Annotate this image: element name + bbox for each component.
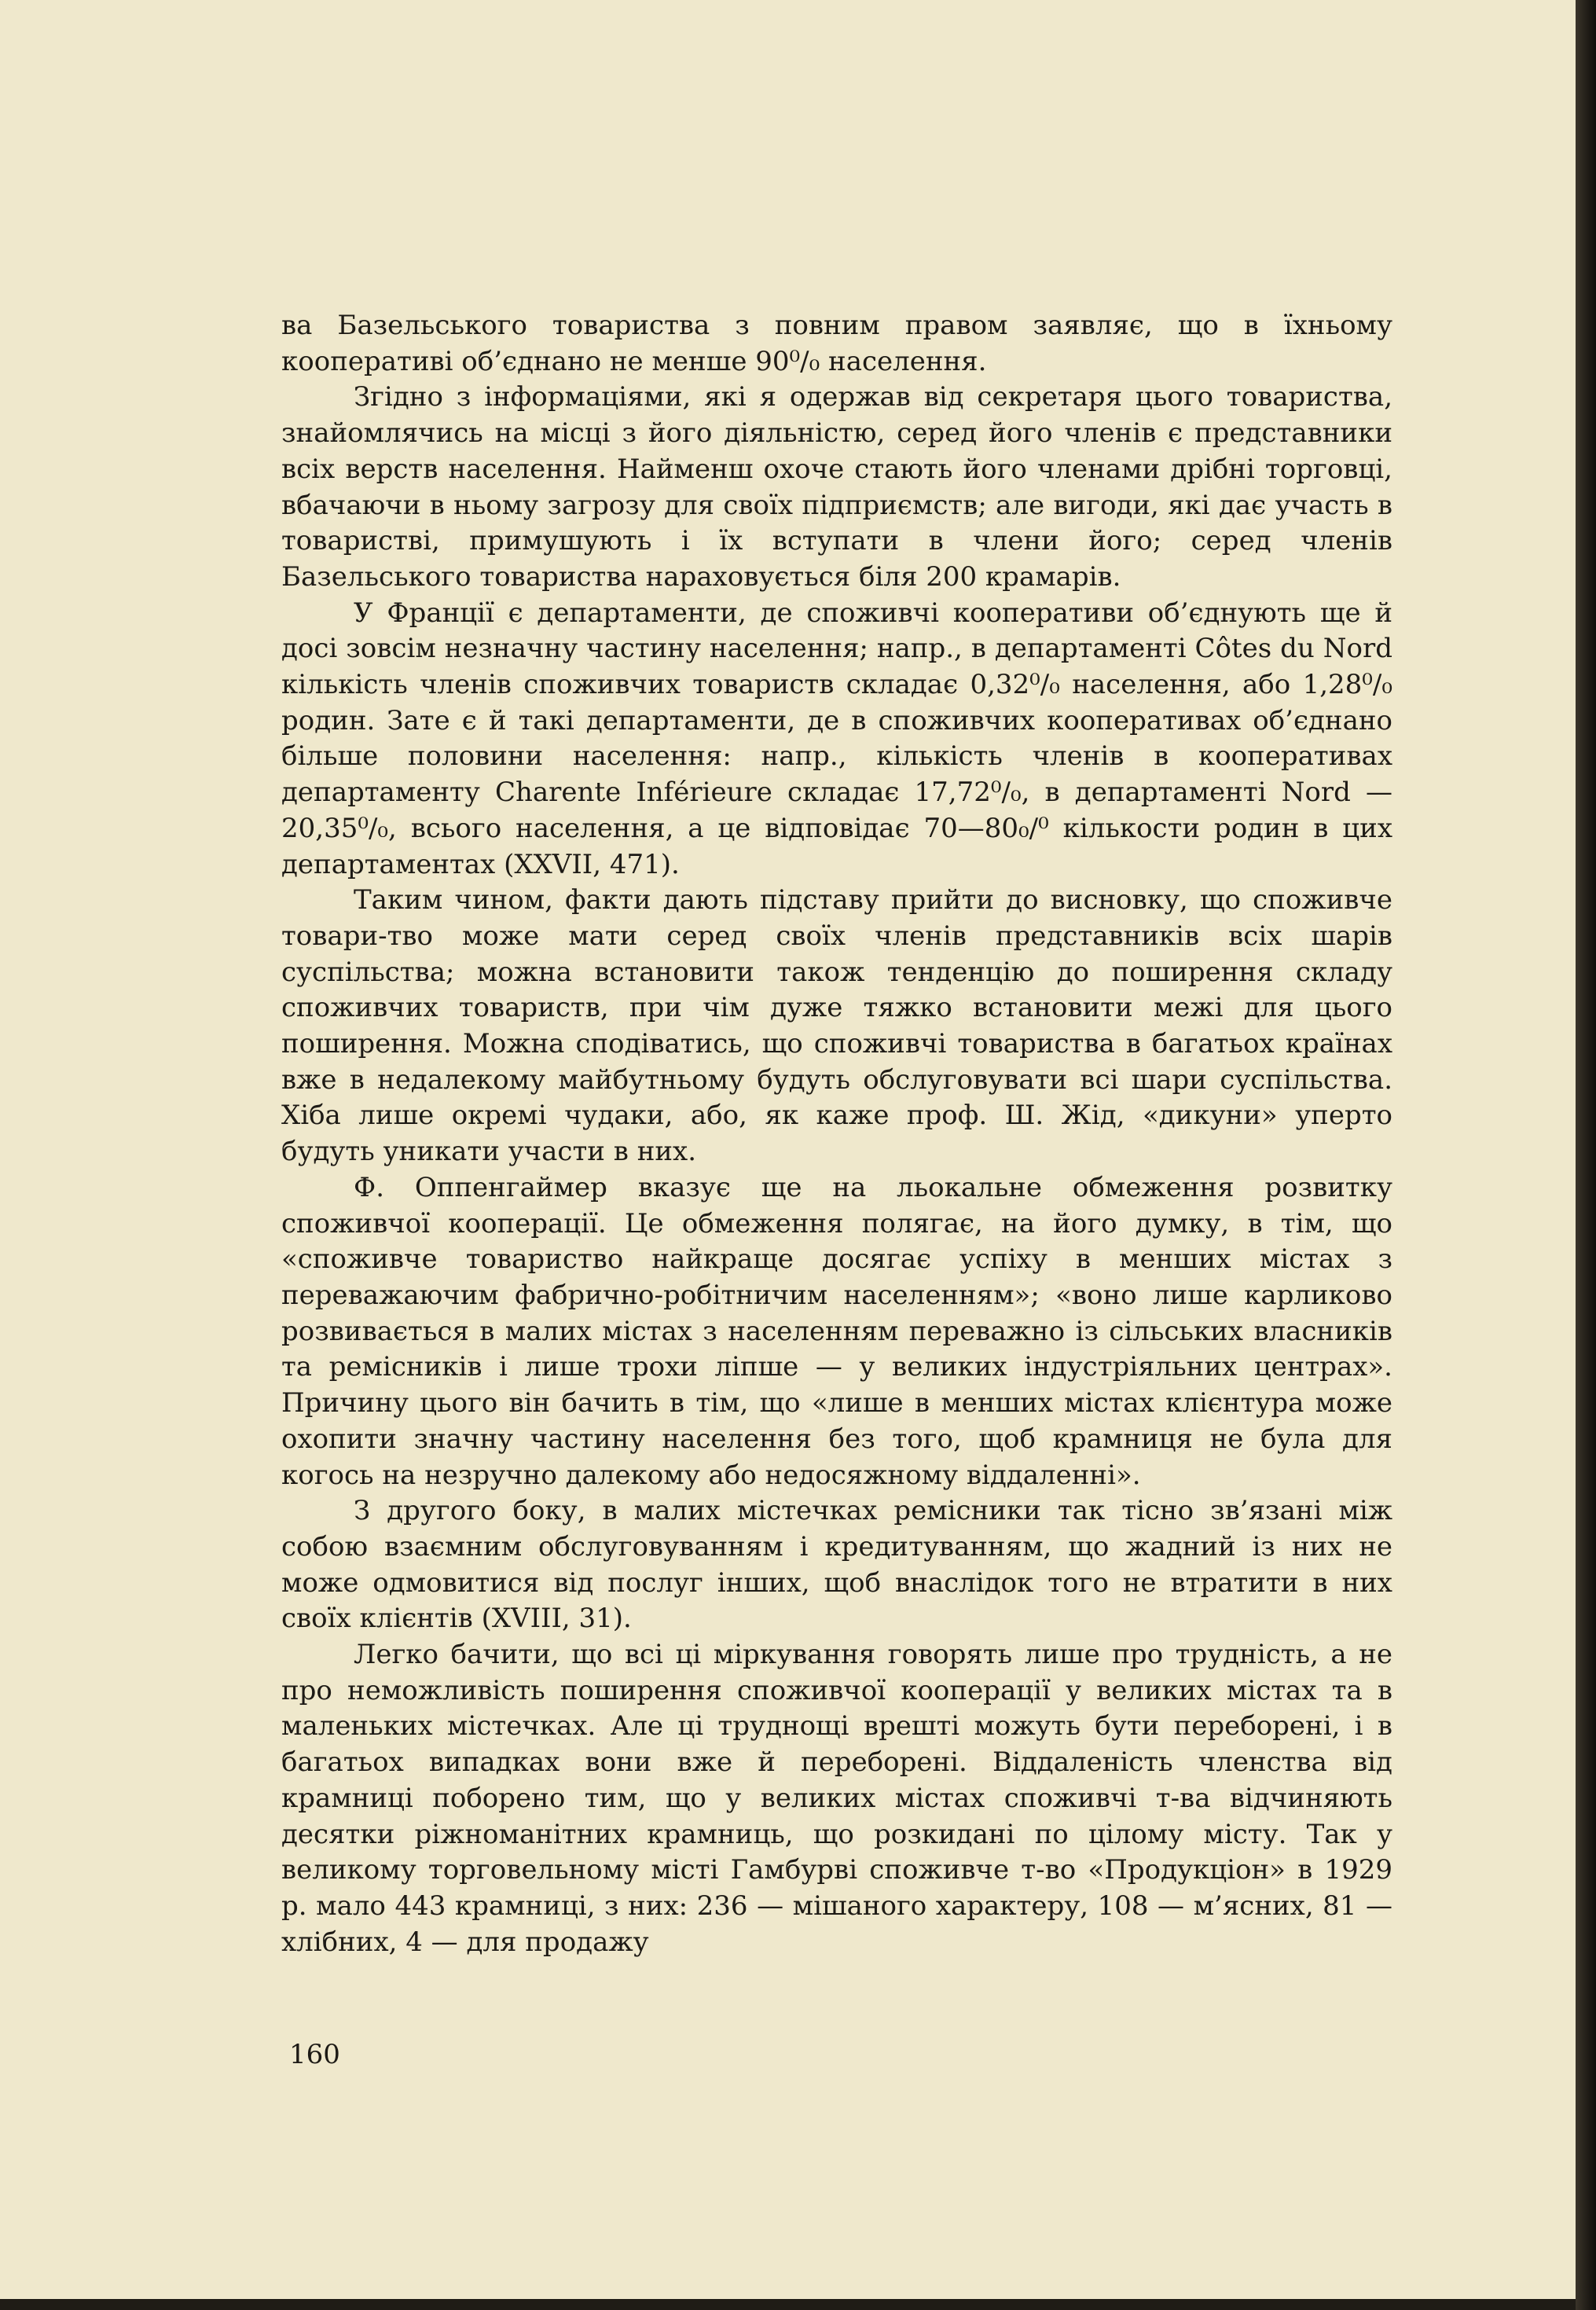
paragraph: З другого боку, в малих містечках ремісники так тісно зв’язані між собою взаємним обслуговуванням і кредитуванням, що жадний із них не може одмовитися від послуг інших, щоб внаслідок того не втратити в них своїх клієнтів (XVIII, 31).: [281, 1495, 1392, 1635]
paragraph: Ф. Оппенгаймер вказує ще на льокальне обмеження розвитку споживчої кооперації. Це обмеження полягає, на його думку, в тім, що «споживче товариство найкраще досягає успіху в менших містах з переважаючим фабрично-робітничим населенням»; «воно лише карликово розвивається в малих містах з населенням переважно із сільських власників та ремісників і лише трохи ліпше — у великих індустріяльних центрах». Причину цього він бачить в тім, що «лише в менших містах клієнтура може охопити значну частину населення без того, щоб крамниця не була для когось на незручно далекому або недосяжному віддаленні».: [281, 1171, 1392, 1491]
paragraph: Таким чином, факти дають підставу прийти до висновку, що споживче товари-тво може мати серед своїх членів представників всіх шарів суспільства; можна встановити також тенденцію до поширення складу споживчих товариств, при чім дуже тяжко встановити межі для цього поширення. Можна сподіватись, що споживчі товариства в багатьох країнах вже в недалекому майбутньому будуть обслуговувати всі шари суспільства. Хіба лише окремі чудаки, або, як каже проф. Ш. Жід, «дикуни» уперто будуть уникати участи в них.: [281, 884, 1392, 1168]
body-text: [281, 308, 1392, 1960]
paragraph: У Франції є департаменти, де споживчі кооперативи об’єднують ще й досі зовсім незначну частину населення; напр., в департаменті Côtes du Nord кількість членів споживчих товариств складає 0,32⁰/₀ населення, або 1,28⁰/₀ родин. Зате є й такі департаменти, де в споживчих кооперативах об’єднано більше половини населення: напр., кількість членів в кооперативах департаменту Charente Inférieure складає 17,72⁰/₀, в департаменті Nord — 20,35⁰/₀, всього населення, а це відповідає 70—80₀/⁰ кількости родин в цих департаментах (XXVII, 471).: [281, 597, 1392, 880]
book-spine-edge: [1576, 0, 1596, 2310]
paragraph: Легко бачити, що всі ці міркування говорять лише про трудність, а не про неможливість поширення споживчої кооперації у великих містах та в маленьких містечках. Але ці труднощі врешті можуть бути переборені, і в багатьох випадках вони вже й переборені. Віддаленість членства від крамниці поборено тим, що у великих містах споживчі т-ва відчиняють десятки ріжноманітних крамниць, що розкидані по цілому місту. Так у великому торговельному місті Гамбурві споживче т-во «Продукціон» в 1929 р. мало 443 крамниці, з них: 236 — мішаного характеру, 108 — м’ясних, 81 — хлібних, 4 — для продажу: [281, 1639, 1392, 1958]
page-number: 160: [289, 2039, 340, 2070]
paragraph: Згідно з інформаціями, які я одержав від секретаря цього товариства, знайомлячись на місці з його діяльністю, серед його членів є представники всіх верств населення. Найменш охоче стають його членами дрібні торговці, вбачаючи в ньому загрозу для своїх підприємств; але вигоди, які дає участь в товаристві, примушують і їх вступати в члени його; серед членів Базельського товариства нараховується біля 200 крамарів.: [281, 381, 1392, 593]
paragraph-continued: ва Базельського товариства з повним правом заявляє, що в їхньому кооперативі об’єднано не менше 90⁰/₀ населення.: [281, 310, 1392, 377]
